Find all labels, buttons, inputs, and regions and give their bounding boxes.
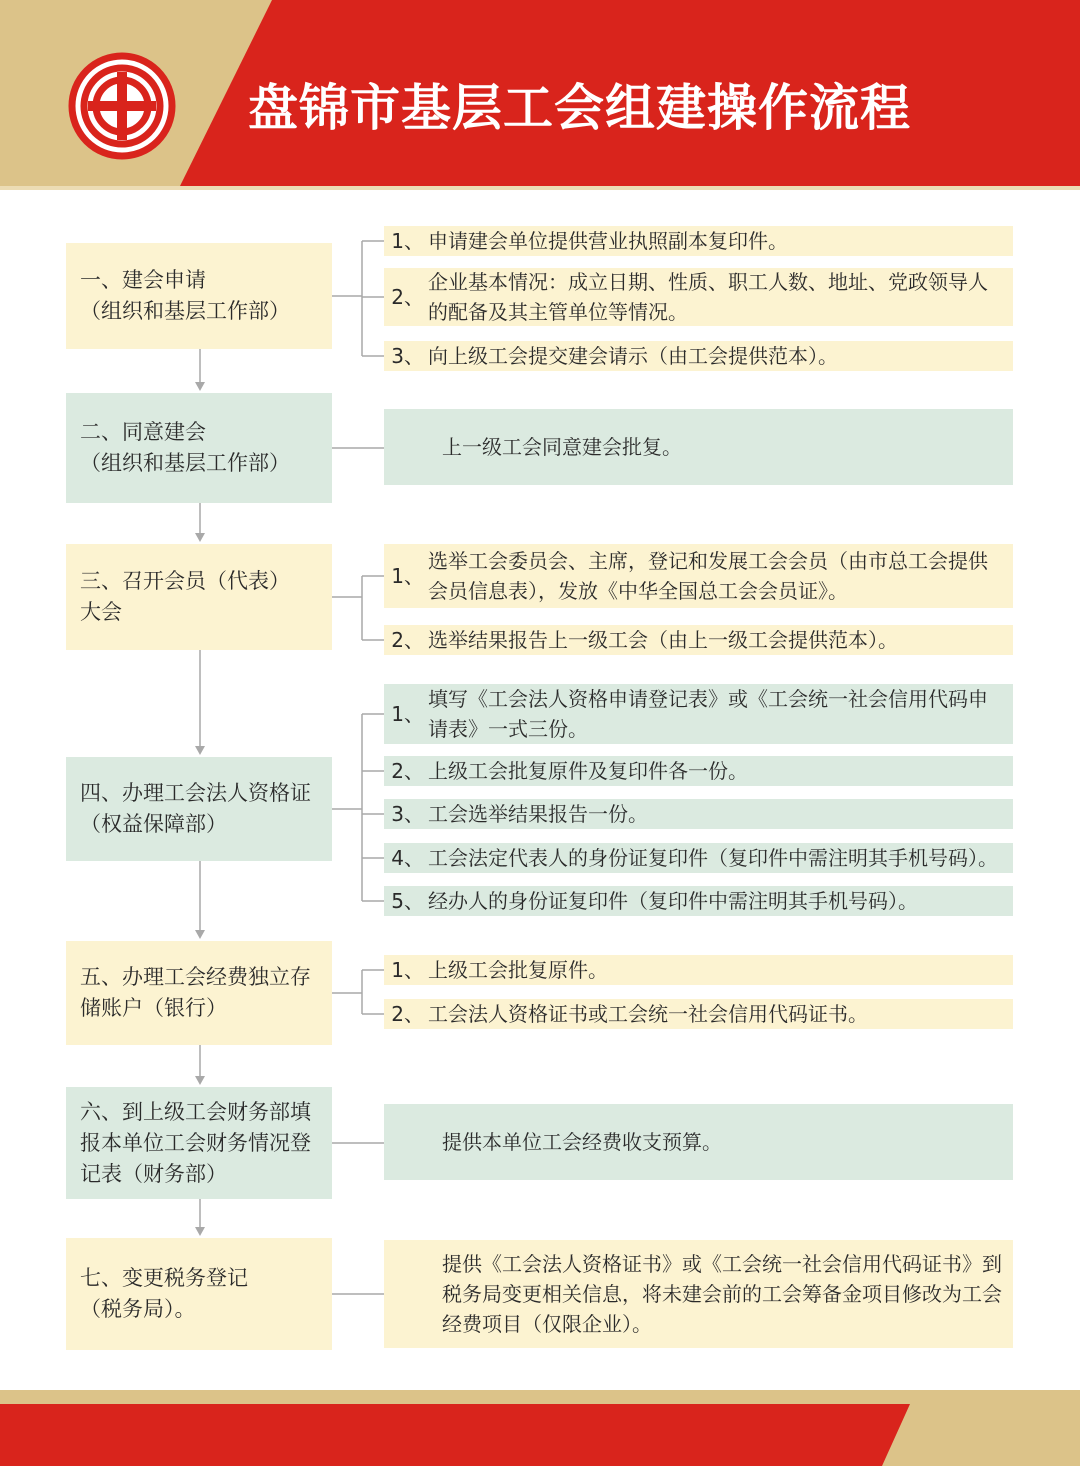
requirement-item [384, 999, 1013, 1029]
item-text: 选举结果报告上一级工会（由上一级工会提供范本）。 [428, 628, 898, 652]
item-text: 选举工会委员会、主席，登记和发展工会会员（由市总工会提供会员信息表），发放《中华全国总工会会员证》。 [428, 549, 988, 603]
step-title-line: 四、办理工会法人资格证 [80, 781, 311, 805]
item-number: 1、 [391, 958, 424, 982]
requirement-item [384, 684, 1013, 744]
requirement-item [384, 1240, 1013, 1348]
down-arrow-icon [195, 382, 205, 391]
step-box [66, 393, 332, 503]
item-number: 3、 [391, 344, 424, 368]
requirement-item [384, 1104, 1013, 1180]
item-text: 上级工会批复原件及复印件各一份。 [428, 759, 748, 783]
header-bottom-line [0, 186, 1080, 190]
item-text: 填写《工会法人资格申请登记表》或《工会统一社会信用代码申请表》一式三份。 [428, 687, 988, 741]
step-title-line: 二、同意建会 [80, 420, 206, 444]
step-box [66, 544, 332, 650]
item-number: 5、 [391, 889, 424, 913]
page-title: 盘锦市基层工会组建操作流程 [248, 79, 911, 137]
step-box [66, 243, 332, 349]
down-arrow-icon [195, 1076, 205, 1085]
requirement-item [384, 843, 1013, 873]
step-box [66, 941, 332, 1045]
item-number: 1、 [391, 702, 424, 726]
step-box [66, 757, 332, 861]
step-title-line: 储账户（银行） [80, 996, 227, 1020]
item-number: 2、 [391, 759, 424, 783]
requirement-item [384, 625, 1013, 655]
step-title-line: 大会 [80, 600, 122, 624]
item-text: 申请建会单位提供营业执照副本复印件。 [428, 229, 788, 253]
step-title-line: 一、建会申请 [80, 268, 206, 292]
step-title-line: 五、办理工会经费独立存 [80, 965, 311, 989]
step-title-line: 报本单位工会财务情况登 [80, 1130, 311, 1155]
down-arrow-icon [195, 533, 205, 542]
item-number: 2、 [391, 1002, 424, 1026]
requirement-item [384, 341, 1013, 371]
item-text: 工会法定代表人的身份证复印件（复印件中需注明其手机号码）。 [428, 846, 998, 870]
item-text: 经办人的身份证复印件（复印件中需注明其手机号码）。 [428, 889, 918, 913]
step-box [66, 1087, 332, 1199]
requirement-item [384, 756, 1013, 786]
item-number: 1、 [391, 564, 424, 588]
step-title-line: 三、召开会员（代表） [80, 569, 290, 593]
footer-red-band [0, 1404, 910, 1466]
item-text: 上级工会批复原件。 [428, 958, 608, 982]
item-text: 向上级工会提交建会请示（由工会提供范本）。 [428, 344, 838, 368]
requirement-item [384, 409, 1013, 485]
item-number: 3、 [391, 802, 424, 826]
item-text: 企业基本情况：成立日期、性质、职工人数、地址、党政领导人的配备及其主管单位等情况。 [428, 270, 988, 324]
requirement-item [384, 226, 1013, 256]
item-text: 提供本单位工会经费收支预算。 [442, 1130, 722, 1154]
trade-union-emblem-icon [68, 52, 176, 160]
item-number: 2、 [391, 628, 424, 652]
step-title-line: （税务局）。 [80, 1297, 196, 1321]
item-text: 工会法人资格证书或工会统一社会信用代码证书。 [428, 1002, 868, 1026]
step-title-line: （组织和基层工作部） [80, 451, 290, 475]
requirement-item [384, 955, 1013, 985]
item-number: 2、 [391, 285, 424, 309]
down-arrow-icon [195, 930, 205, 939]
down-arrow-icon [195, 746, 205, 755]
step-box [66, 1238, 332, 1350]
step-title-line: （组织和基层工作部） [80, 299, 290, 323]
item-number: 4、 [391, 846, 424, 870]
step-title-line: 六、到上级工会财务部填 [80, 1099, 311, 1124]
item-number: 1、 [391, 229, 424, 253]
requirement-item [384, 544, 1013, 608]
requirement-item [384, 799, 1013, 829]
item-text: 提供《工会法人资格证书》或《工会统一社会信用代码证书》到税务局变更相关信息，将未建会前的工会筹备金项目修改为工会经费项目（仅限企业）。 [442, 1252, 1002, 1336]
requirement-item [384, 886, 1013, 916]
step-title-line: （权益保障部） [80, 812, 227, 836]
requirement-item [384, 268, 1013, 326]
item-text: 上一级工会同意建会批复。 [442, 435, 682, 459]
down-arrow-icon [195, 1227, 205, 1236]
item-text: 工会选举结果报告一份。 [428, 802, 648, 826]
step-title-line: 七、变更税务登记 [80, 1266, 248, 1290]
step-title-line: 记表（财务部） [80, 1161, 227, 1186]
